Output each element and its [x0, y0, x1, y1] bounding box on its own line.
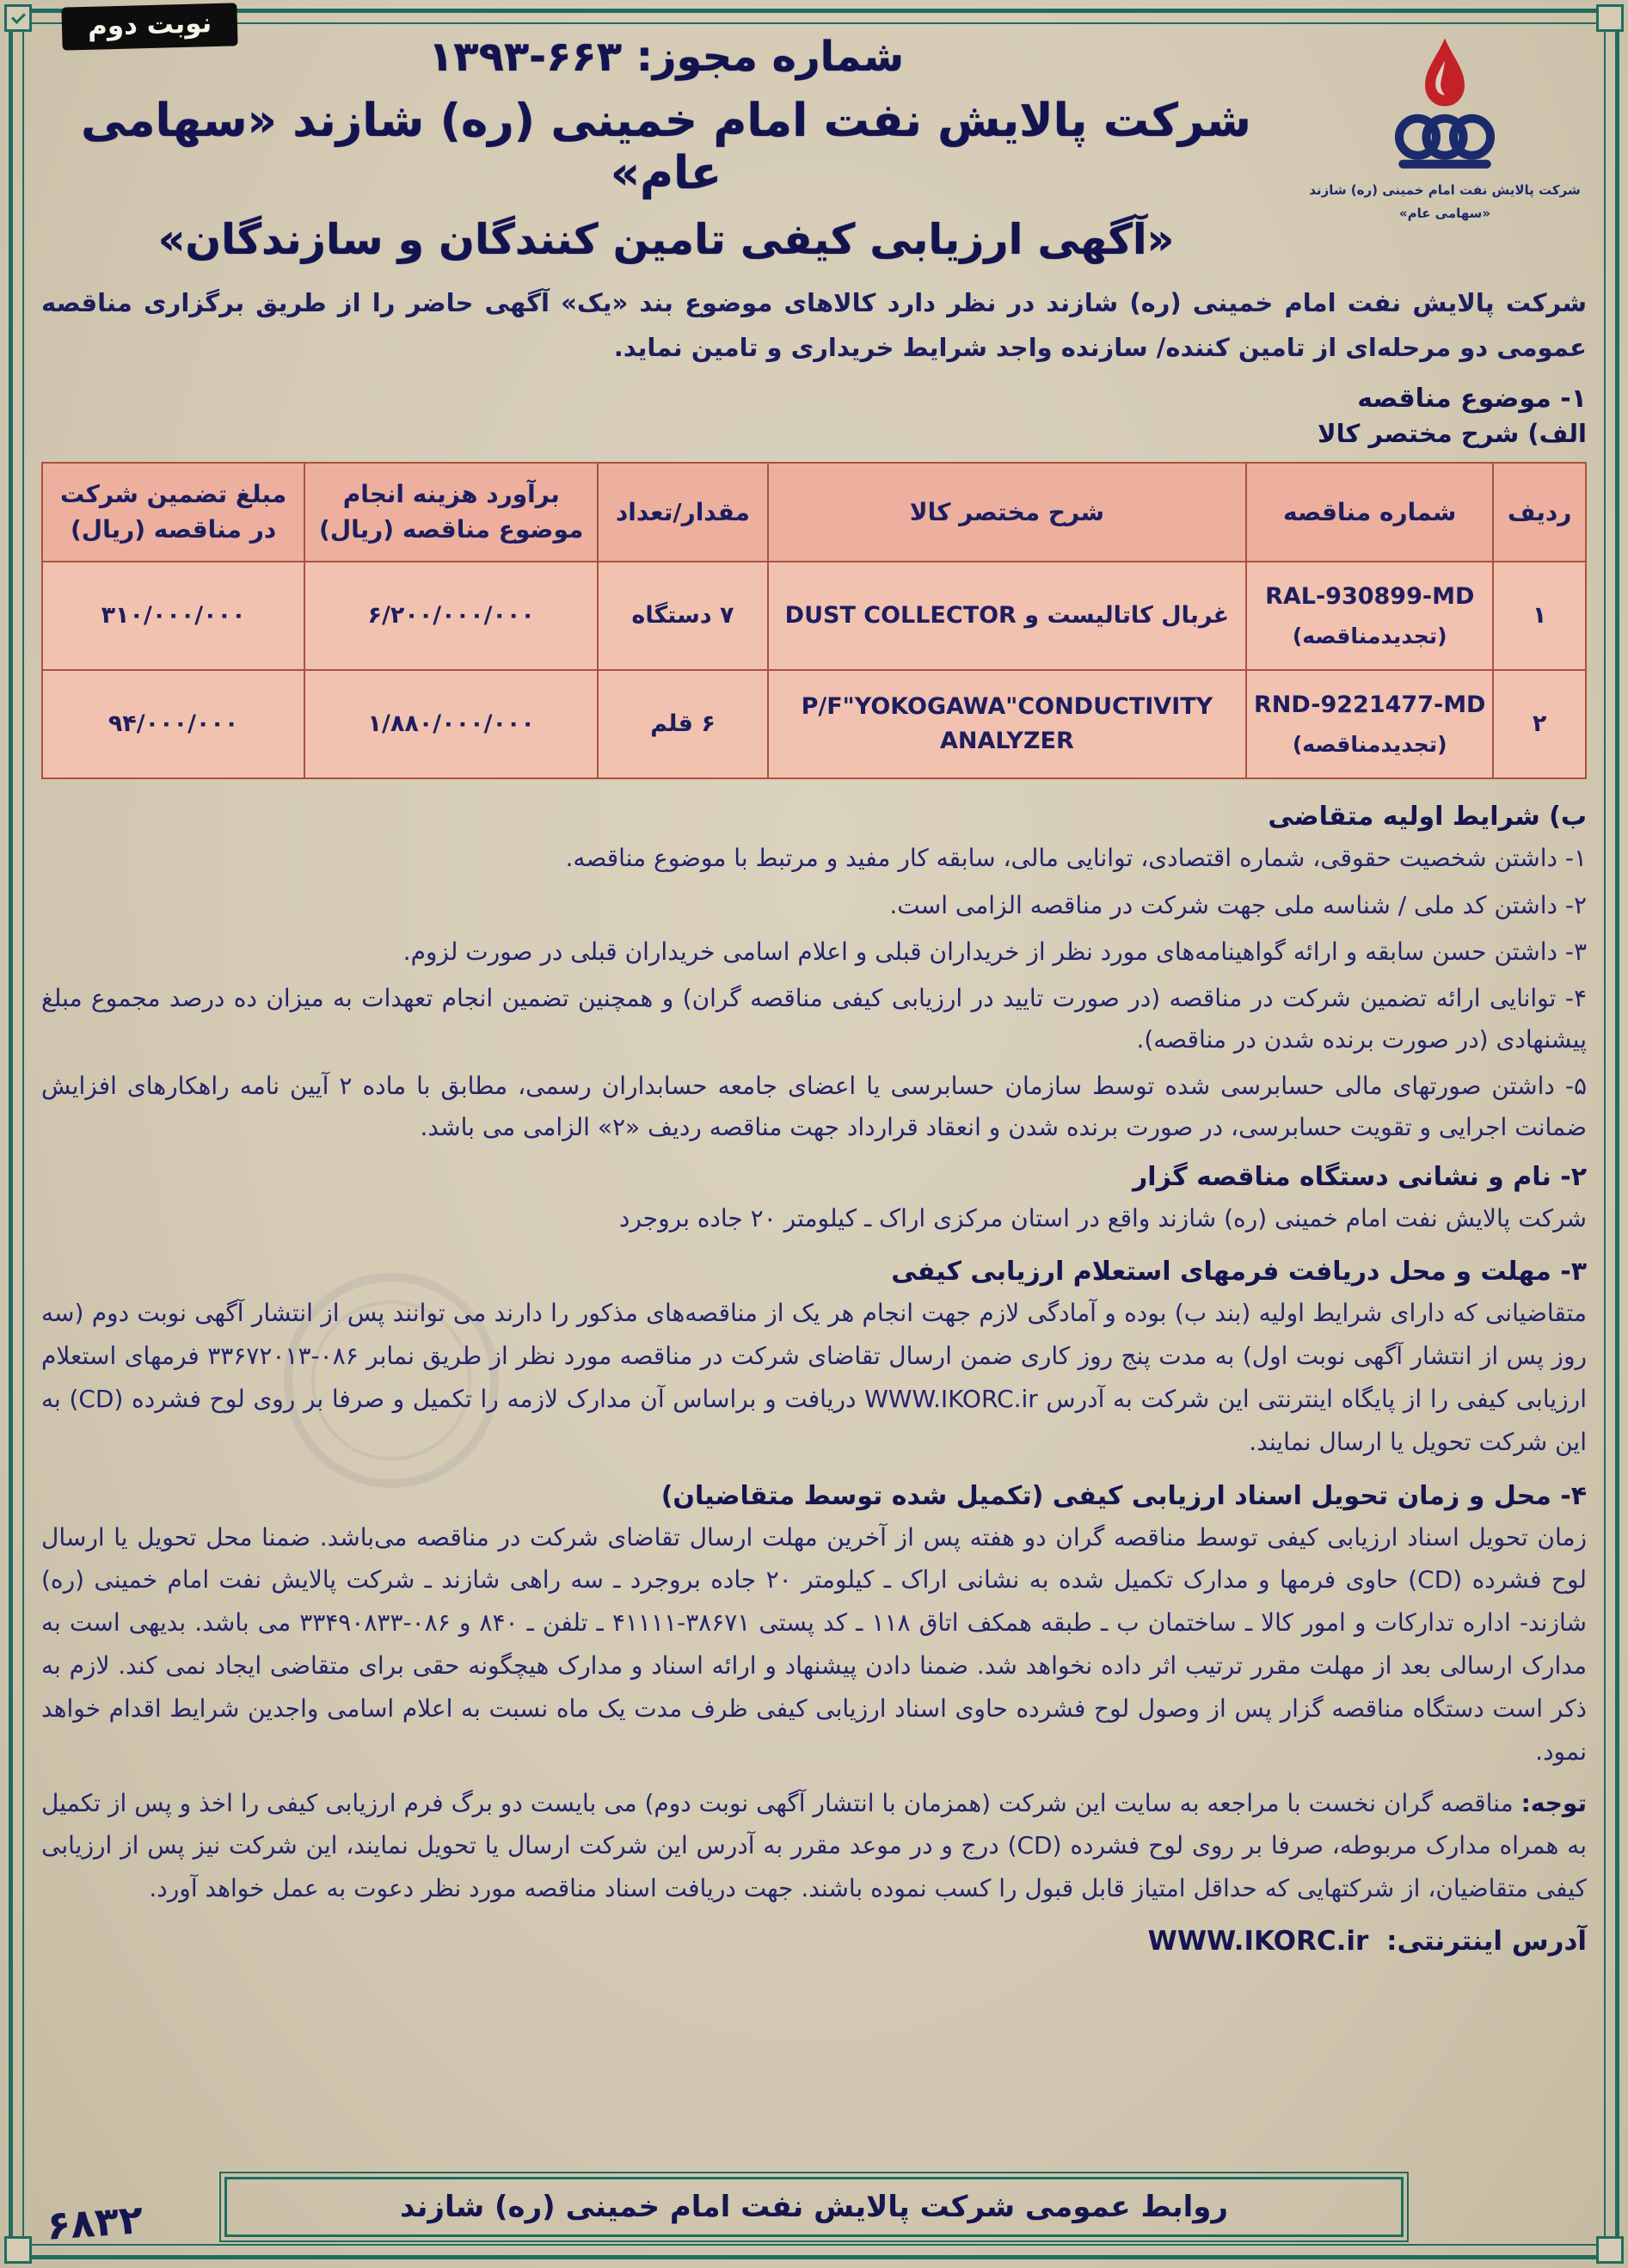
cell-row-number: ۲	[1493, 670, 1586, 778]
cell-row-number: ۱	[1493, 562, 1586, 670]
section-delivery-title: ۴- محل و زمان تحویل اسناد ارزیابی کیفی (تکمیل شده توسط متقاضیان)	[660, 1480, 1587, 1511]
tender-code: RND-9221477-MD	[1253, 691, 1486, 719]
company-logo	[1303, 29, 1587, 223]
logo-caption-line1: شرکت پالایش نفت امام خمینی (ره) شازند	[1309, 182, 1581, 198]
col-header-row-number: ردیف	[1493, 463, 1586, 562]
cell-tender-number	[1246, 562, 1493, 670]
cell-description: غربال کاتالیست و DUST COLLECTOR	[768, 562, 1246, 670]
cell-guarantee: ۳۱۰/۰۰۰/۰۰۰	[42, 562, 304, 670]
condition-item: ۲- داشتن کد ملی / شناسه ملی جهت شرکت در مناقصه الزامی است.	[889, 890, 1587, 919]
section-subject-subtitle: الف) شرح مختصر کالا	[1317, 419, 1587, 449]
website-label: آدرس اینترنتی:	[1386, 1926, 1587, 1958]
tender-table	[41, 462, 1587, 779]
condition-item: ۳- داشتن حسن سابقه و ارائه گواهینامه‌های مورد نظر از خریداران قبلی و اعلام اسامی خریداران قبلی در صورت لزوم.	[402, 937, 1587, 966]
cell-description: P/F"YOKOGAWA"CONDUCTIVITY ANALYZER	[768, 670, 1246, 778]
delivery-body: زمان تحویل اسناد ارزیابی کیفی توسط مناقصه گران دو هفته پس از آخرین مهلت ارسال تقاضای شرکت در مناقصه می‌باشد. ضمنا محل تحویل یا ارسال لوح فشرده (CD) حاوی فرمها و مدارک تکمیل شده به نشانی اراک ـ کیلومتر ۲۰ جاده بروجرد ـ سه راهی شازند ـ شرکت پالایش نفت امام خمینی (ره) شازند- اداره تدارکات و امور کالا ـ ساختمان ب ـ طبقه همکف اتاق ۱۱۸ ـ کد پستی ۳۸۶۷۱-۴۱۱۱۱ ـ تلفن ـ ۸۴۰ و ۰۸۶-۳۳۴۹۰۸۳۳ می باشد. بدیهی است به مدارک ارسالی بعد از مهلت مقرر ترتیب اثر داده نخواهد شد. ضمنا دادن پیشنهاد و ارائه اسناد و مدارک هیچگونه حقی برای متقاضی ایجاد نمی کند. لازم به ذکر است دستگاه مناقصه گزار پس از وصول لوح فشرده حاوی اسناد ارزیابی کیفی ظرف مدت یک ماه نسبت به اعلام اسامی واجدین شرایط اقدام خواهد نمود.	[41, 1522, 1587, 1766]
intro-paragraph: شرکت پالایش نفت امام خمینی (ره) شازند در نظر دارد کالاهای موضوع بند «یک» آگهی حاضر را از طریق برگزاری مناقصه عمومی دو مرحله‌ای از تامین کننده/ سازنده واجد شرایط خریداری و تامین نماید.	[41, 288, 1587, 362]
deadline-body: متقاضیانی که دارای شرایط اولیه (بند ب) بوده و آمادگی لازم جهت انجام هر یک از مناقصه‌های مذکور را دارند می توانند پس از انتشار آگهی نوبت دوم (سه روز پس از انتشار آگهی نوبت اول) به مدت پنج روز کاری ضمن ارسال تقاضای شرکت در مناقصه مورد نظر از طریق نمابر ۰۸۶-۳۳۶۷۲۰۱۳ فرمهای استعلام ارزیابی کیفی را از پایگاه اینترنتی این شرکت به آدرس WWW.IKORC.ir دریافت و براساس آن مدارک لازمه را تکمیل و صرفا بر روی لوح فشرده (CD) به این شرکت تحویل یا ارسال نمایند.	[41, 1299, 1587, 1456]
col-header-guarantee: مبلغ تضمین شرکت در مناقصه (ریال)	[42, 463, 304, 562]
section-deadline-title: ۳- مهلت و محل دریافت فرمهای استعلام ارزیابی کیفی	[891, 1257, 1587, 1288]
permit-number: شماره مجوز: ۶۶۳-۱۳۹۳	[427, 33, 905, 81]
col-header-description: شرح مختصر کالا	[768, 463, 1246, 562]
website-url: WWW.IKORC.ir	[1147, 1926, 1369, 1958]
cell-estimate: ۶/۲۰۰/۰۰۰/۰۰۰	[304, 562, 598, 670]
table-header-row	[42, 463, 1586, 562]
oil-company-emblem-icon	[1371, 33, 1519, 177]
notice-body: مناقصه گران نخست با مراجعه به سایت این شرکت (همزمان با انتشار آگهی نوبت دوم) می بایست دو برگ فرم ارزیابی کیفی را اخذ و پس از تکمیل به همراه مدارک مربوطه، صرفا بر روی لوح فشرده (CD) درج و در موعد مقرر به آدرس این شرکت ارسال یا تحویل نمایند، این شرکت نیز پس از ارزیابی کیفی متقاضیان، از شرکتهایی که حداقل امتیاز قابل قبول را کسب نموده باشند. جهت دریافت اسناد مناقصه مورد نظر دعوت به عمل خواهد آورد.	[41, 1788, 1587, 1903]
cell-quantity: ۷ دستگاه	[598, 562, 767, 670]
tender-code: RAL-930899-MD	[1265, 583, 1475, 611]
footer-bar	[224, 2177, 1404, 2237]
col-header-tender-number: شماره مناقصه	[1246, 463, 1493, 562]
condition-item: ۵- داشتن صورتهای مالی حسابرسی شده توسط سازمان حسابرسی یا اعضای جامعه حسابداران رسمی، مطابق با ماده ۲ آیین نامه راهکارهای افزایش ضمانت اجرایی و تقویت حسابرسی، در صورت برنده شدن و انعقاد قرارداد جهت مناقصه ردیف «۲» الزامی می باشد.	[41, 1072, 1587, 1142]
edition-badge-label: نوبت دوم	[87, 8, 212, 42]
company-title: شرکت پالایش نفت امام خمینی (ره) شازند «سهامی عام»	[81, 95, 1251, 200]
headline-block	[41, 29, 1291, 264]
section-subject-title: ۱- موضوع مناقصه	[1357, 384, 1587, 415]
issue-code: ۶۸۳۲	[45, 2196, 145, 2249]
cell-quantity: ۶ قلم	[598, 670, 767, 778]
section-address-title: ۲- نام و نشانی دستگاه مناقصه گزار	[1133, 1161, 1587, 1192]
ad-title: «آگهی ارزیابی کیفی تامین کنندگان و سازندگان»	[157, 215, 1175, 264]
address-body: شرکت پالایش نفت امام خمینی (ره) شازند واقع در استان مرکزی اراک ـ کیلومتر ۲۰ جاده بروجرد	[618, 1203, 1587, 1232]
table-row	[42, 670, 1586, 778]
table-row	[42, 562, 1586, 670]
footer-text: روابط عمومی شرکت پالایش نفت امام خمینی (ره) شازند	[399, 2190, 1229, 2224]
condition-item: ۱- داشتن شخصیت حقوقی، شماره اقتصادی، توانایی مالی، سابقه کار مفید و مرتبط با موضوع مناقصه.	[565, 844, 1587, 873]
website-line	[41, 1926, 1587, 1957]
ad-header	[41, 29, 1587, 264]
condition-item: ۴- توانایی ارائه تضمین شرکت در مناقصه (در صورت تایید در ارزیابی کیفی مناقصه گران) و همچنین تضمین انجام تعهدات به میزان ده درصد مجموع مبلغ پیشنهادی (در صورت برنده شدن در مناقصه).	[41, 983, 1587, 1054]
cell-guarantee: ۹۴/۰۰۰/۰۰۰	[42, 670, 304, 778]
col-header-quantity: مقدار/تعداد	[598, 463, 767, 562]
tender-note: (تجدیدمناقصه)	[1292, 731, 1447, 757]
notice-paragraph	[41, 1782, 1587, 1910]
cell-estimate: ۱/۸۸۰/۰۰۰/۰۰۰	[304, 670, 598, 778]
cell-tender-number	[1246, 670, 1493, 778]
tender-note: (تجدیدمناقصه)	[1292, 623, 1447, 648]
logo-caption-line2: «سهامی عام»	[1398, 205, 1491, 221]
edition-badge	[61, 3, 237, 50]
section-conditions-title: ب) شرایط اولیه متقاضی	[1268, 802, 1587, 833]
notice-label: توجه:	[1520, 1788, 1587, 1817]
col-header-estimate: برآورد هزینه انجام موضوع مناقصه (ریال)	[304, 463, 598, 562]
